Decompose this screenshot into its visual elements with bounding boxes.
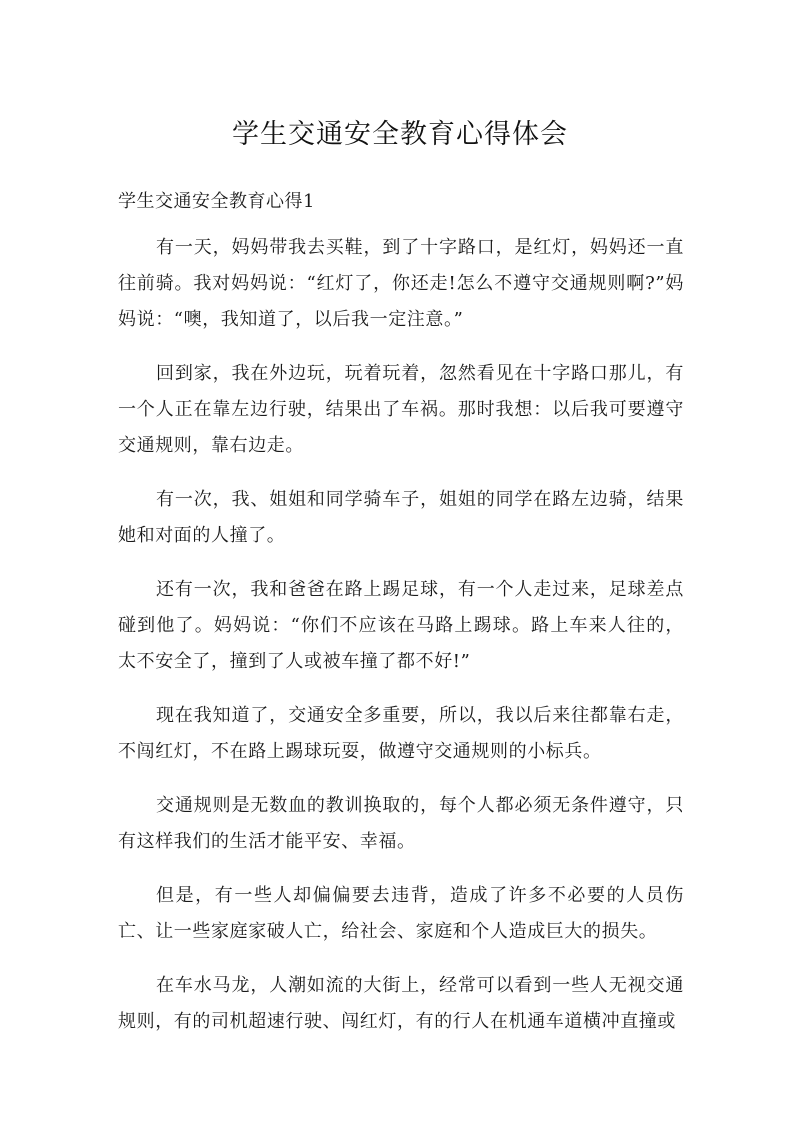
paragraph-8: 在车水马龙，人潮如流的大街上，经常可以看到一些人无视交通规则，有的司机超速行驶、闯红灯，有的行人在机通车道横冲直撞或 xyxy=(118,975,684,1032)
paragraph-6: 交通规则是无数血的教训换取的，每个人都必须无条件遵守，只有这样我们的生活才能平安、幸福。 xyxy=(118,795,684,852)
paragraph-3: 有一次，我、姐姐和同学骑车子，姐姐的同学在路左边骑，结果她和对面的人撞了。 xyxy=(118,489,684,546)
document-title: 学生交通安全教育心得体会 xyxy=(232,119,568,150)
body-text xyxy=(118,230,684,1058)
paragraph-5: 现在我知道了，交通安全多重要，所以，我以后来往都靠右走，不闯红灯，不在路上踢球玩耍，做遵守交通规则的小标兵。 xyxy=(118,705,684,762)
section-heading: 学生交通安全教育心得1 xyxy=(118,191,315,212)
paragraph-2: 回到家，我在外边玩，玩着玩着，忽然看见在十字路口那儿，有一个人正在靠左边行驶，结果出了车祸。那时我想：以后我可要遵守交通规则，靠右边走。 xyxy=(118,363,684,456)
paragraph-1: 有一天，妈妈带我去买鞋，到了十字路口，是红灯，妈妈还一直往前骑。我对妈妈说：“红灯了，你还走!怎么不遵守交通规则啊?”妈妈说：“噢，我知道了，以后我一定注意。” xyxy=(118,237,684,330)
paragraph-7: 但是，有一些人却偏偏要去违背，造成了许多不必要的人员伤亡、让一些家庭家破人亡，给社会、家庭和个人造成巨大的损失。 xyxy=(118,885,684,942)
paragraph-4: 还有一次，我和爸爸在路上踢足球，有一个人走过来，足球差点碰到他了。妈妈说：“你们不应该在马路上踢球。路上车来人往的，太不安全了，撞到了人或被车撞了都不好!” xyxy=(118,579,684,672)
